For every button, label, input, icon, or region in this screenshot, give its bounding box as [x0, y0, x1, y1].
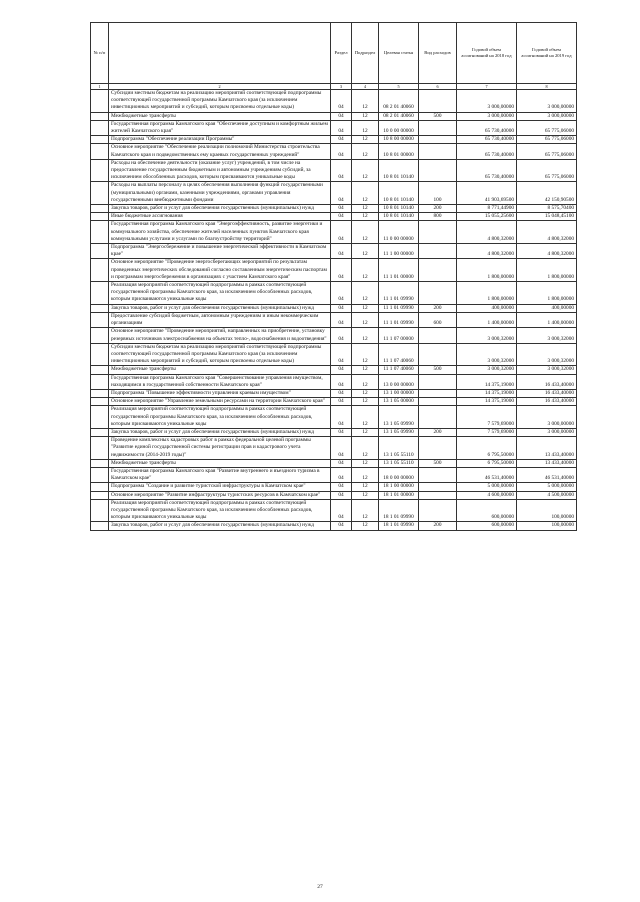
row-subsection: 12 [352, 374, 379, 389]
row-subsection: 12 [352, 221, 379, 244]
row-name: Субсидии местным бюджетам на реализацию мероприятий соответствующей подпрограммы соответствующей государственной программы Камчатского края (за исключением инвестиционных мероприятий и субсидий, которым присвоены отдельные коды) [109, 343, 331, 366]
page-number: 27 [317, 884, 323, 890]
row-number [91, 159, 109, 182]
row-target: 11 1 01 09990 [379, 282, 419, 305]
row-section: 04 [331, 120, 352, 135]
row-name: Подпрограмма "Энергосбережение и повышение энергетической эффективности в Камчатском крае" [109, 244, 331, 259]
row-amount-2019: 15 048,45100 [517, 213, 577, 221]
row-subsection: 12 [352, 328, 379, 343]
row-expense-type [419, 259, 457, 282]
table-row [91, 182, 577, 205]
row-section: 04 [331, 437, 352, 460]
table-row [91, 428, 577, 436]
row-subsection: 12 [352, 312, 379, 327]
row-subsection: 12 [352, 499, 379, 522]
row-amount-2018: 65 730,40000 [457, 120, 517, 135]
row-subsection: 12 [352, 304, 379, 312]
row-target: 10 8 01 10140 [379, 182, 419, 205]
row-amount-2019: 400,00000 [517, 304, 577, 312]
row-expense-type [419, 120, 457, 135]
row-amount-2018: 7 579,69000 [457, 428, 517, 436]
table-row [91, 499, 577, 522]
row-number [91, 282, 109, 305]
row-amount-2018: 46 531,40000 [457, 467, 517, 482]
row-name: Межбюджетные трансферты [109, 112, 331, 120]
row-number [91, 221, 109, 244]
table-row [91, 343, 577, 366]
row-amount-2018: 41 903,69500 [457, 182, 517, 205]
row-subsection: 12 [352, 136, 379, 144]
row-amount-2018: 6 795,50000 [457, 459, 517, 467]
row-subsection: 12 [352, 366, 379, 374]
row-target: 10 8 01 00000 [379, 144, 419, 159]
row-subsection: 12 [352, 522, 379, 530]
table-row [91, 244, 577, 259]
row-expense-type [419, 144, 457, 159]
row-amount-2019: 16 433,40000 [517, 374, 577, 389]
row-number [91, 406, 109, 429]
row-target: 13 1 05 00000 [379, 398, 419, 406]
row-name: Основное мероприятие "Развитие инфраструктуры туристских ресурсов в Камчатском крае" [109, 491, 331, 499]
row-name: Реализация мероприятий соответствующей подпрограммы в рамках соответствующей государственной программы Камчатского края, за исключением обособленных расходов, которым присваиваются уникальные коды [109, 499, 331, 522]
row-section: 04 [331, 312, 352, 327]
row-amount-2019: 3 000,32000 [517, 366, 577, 374]
table-row [91, 159, 577, 182]
table-row [91, 144, 577, 159]
row-amount-2018: 1 800,00000 [457, 282, 517, 305]
row-number [91, 259, 109, 282]
row-subsection: 12 [352, 406, 379, 429]
row-section: 04 [331, 244, 352, 259]
table-row [91, 90, 577, 113]
row-amount-2018: 6 795,50000 [457, 437, 517, 460]
header-target: Целевая статья [379, 23, 419, 84]
table-row [91, 459, 577, 467]
row-amount-2018: 600,00000 [457, 522, 517, 530]
row-number [91, 499, 109, 522]
row-name: Государственная программа Камчатского края "Обеспечение доступным и комфортным жильем жителей Камчатского края" [109, 120, 331, 135]
table-row [91, 136, 577, 144]
column-number: 5 [379, 84, 419, 90]
row-expense-type: 500 [419, 459, 457, 467]
row-subsection: 12 [352, 182, 379, 205]
row-amount-2018: 1 400,00000 [457, 312, 517, 327]
row-expense-type [419, 159, 457, 182]
row-amount-2018: 600,00000 [457, 499, 517, 522]
row-expense-type [419, 389, 457, 397]
row-target: 08 2 01 40060 [379, 90, 419, 113]
row-number [91, 374, 109, 389]
row-expense-type [419, 90, 457, 113]
row-name: Проведение комплексных кадастровых работ в рамках федеральной целевой программы "Развитие единой государственной системы регистрации прав и кадастрового учета недвижимости (2014-2019 годы)" [109, 437, 331, 460]
header-name [109, 23, 331, 84]
row-subsection: 12 [352, 144, 379, 159]
row-target: 11 0 00 00000 [379, 221, 419, 244]
column-number: 3 [331, 84, 352, 90]
row-amount-2019: 16 433,40000 [517, 389, 577, 397]
row-subsection: 12 [352, 428, 379, 436]
header-row [91, 23, 577, 84]
row-name: Подпрограмма "Создание и развитие туристской инфраструктуры в Камчатском крае" [109, 483, 331, 491]
row-amount-2019: 3 000,00000 [517, 112, 577, 120]
row-number [91, 328, 109, 343]
table-row [91, 259, 577, 282]
row-section: 04 [331, 467, 352, 482]
row-amount-2018: 15 055,25600 [457, 213, 517, 221]
row-name: Реализация мероприятий соответствующей подпрограммы в рамках соответствующей государственной программы Камчатского края, за исключением обособленных расходов, которым присваиваются уникальные коды [109, 282, 331, 305]
row-section: 04 [331, 304, 352, 312]
row-name: Расходы на обеспечение деятельности (оказание услуг) учреждений, в том числе на предоставление государственным бюджетным и автономным учреждениям субсидий, за исключением обособленных расходов, которым присваиваются уникальные коды [109, 159, 331, 182]
row-amount-2019: 65 775,06000 [517, 120, 577, 135]
table-row [91, 522, 577, 530]
table-body [91, 90, 577, 531]
row-number [91, 120, 109, 135]
row-subsection: 12 [352, 259, 379, 282]
row-subsection: 12 [352, 467, 379, 482]
row-name: Межбюджетные трансферты [109, 459, 331, 467]
row-section: 04 [331, 221, 352, 244]
row-subsection: 12 [352, 244, 379, 259]
row-expense-type: 200 [419, 522, 457, 530]
row-amount-2018: 3 000,32000 [457, 343, 517, 366]
row-expense-type [419, 328, 457, 343]
row-expense-type [419, 491, 457, 499]
row-amount-2018: 3 000,32000 [457, 366, 517, 374]
row-section: 04 [331, 112, 352, 120]
row-target: 18 1 00 00000 [379, 483, 419, 491]
table-row [91, 221, 577, 244]
row-amount-2018: 14 375,19000 [457, 374, 517, 389]
row-number [91, 459, 109, 467]
row-section: 04 [331, 491, 352, 499]
header-section: Раздел [331, 23, 352, 84]
table-row [91, 366, 577, 374]
row-amount-2019: 13 433,40000 [517, 459, 577, 467]
row-section: 04 [331, 483, 352, 491]
row-amount-2018: 4 800,32000 [457, 221, 517, 244]
row-number [91, 136, 109, 144]
row-expense-type [419, 343, 457, 366]
row-number [91, 144, 109, 159]
row-target: 10 8 01 10140 [379, 213, 419, 221]
row-number [91, 483, 109, 491]
row-name: Предоставление субсидий бюджетным, автономным учреждениям и иным некоммерческим организациям [109, 312, 331, 327]
row-subsection: 12 [352, 437, 379, 460]
row-section: 04 [331, 366, 352, 374]
row-amount-2018: 65 730,40000 [457, 159, 517, 182]
row-number [91, 182, 109, 205]
row-amount-2018: 7 579,69000 [457, 406, 517, 429]
row-name: Реализация мероприятий соответствующей подпрограммы в рамках соответствующей государственной программы Камчатского края, за исключением обособленных расходов, которым присваиваются уникальные коды [109, 406, 331, 429]
row-number [91, 90, 109, 113]
table-row [91, 374, 577, 389]
row-subsection: 12 [352, 483, 379, 491]
budget-table [90, 22, 577, 531]
row-section: 04 [331, 428, 352, 436]
row-amount-2019: 100,00000 [517, 522, 577, 530]
row-target: 10 0 00 00000 [379, 120, 419, 135]
row-target: 13 1 05 09990 [379, 428, 419, 436]
row-expense-type [419, 136, 457, 144]
row-amount-2019: 65 775,06000 [517, 144, 577, 159]
row-expense-type: 800 [419, 213, 457, 221]
row-target: 11 1 07 00000 [379, 328, 419, 343]
row-amount-2018: 4 800,32000 [457, 244, 517, 259]
row-amount-2019: 3 000,00000 [517, 90, 577, 113]
row-number [91, 398, 109, 406]
row-name: Закупка товаров, работ и услуг для обеспечения государственных (муниципальных) нужд [109, 428, 331, 436]
row-expense-type: 600 [419, 312, 457, 327]
row-name: Закупка товаров, работ и услуг для обеспечения государственных (муниципальных) нужд [109, 304, 331, 312]
row-subsection: 12 [352, 282, 379, 305]
row-target: 13 0 00 00000 [379, 374, 419, 389]
row-amount-2019: 4 800,32000 [517, 244, 577, 259]
table-row [91, 491, 577, 499]
row-section: 04 [331, 499, 352, 522]
row-expense-type: 500 [419, 366, 457, 374]
row-expense-type [419, 406, 457, 429]
document-page [90, 22, 576, 531]
row-target: 11 1 07 40060 [379, 366, 419, 374]
row-name: Государственная программа Камчатского края "Совершенствование управления имуществом, находящимся в государственной собственности Камчатского края" [109, 374, 331, 389]
row-amount-2018: 3 000,00000 [457, 112, 517, 120]
row-number [91, 366, 109, 374]
column-number: 1 [91, 84, 109, 90]
row-section: 04 [331, 522, 352, 530]
table-row [91, 282, 577, 305]
row-target: 13 1 05 09990 [379, 406, 419, 429]
row-subsection: 12 [352, 90, 379, 113]
row-section: 04 [331, 136, 352, 144]
row-section: 04 [331, 182, 352, 205]
row-amount-2019: 1 800,00000 [517, 259, 577, 282]
row-section: 04 [331, 90, 352, 113]
row-subsection: 12 [352, 459, 379, 467]
row-name: Подпрограмма "Обеспечение реализации Программы" [109, 136, 331, 144]
column-number: 4 [352, 84, 379, 90]
column-number: 8 [517, 84, 577, 90]
row-section: 04 [331, 406, 352, 429]
row-target: 13 1 05 55110 [379, 459, 419, 467]
row-amount-2018: 5 000,00000 [457, 483, 517, 491]
row-name: Основное мероприятие "Проведение мероприятий, направленных на приобретение, установку резервных источников электроснабжения на объектах тепло-, водоснабжения и водоотведения" [109, 328, 331, 343]
row-section: 04 [331, 259, 352, 282]
row-target: 13 1 05 55110 [379, 437, 419, 460]
row-number [91, 467, 109, 482]
column-number: 7 [457, 84, 517, 90]
row-name: Субсидии местным бюджетам на реализацию мероприятий соответствующей подпрограммы соответствующей государственной программы Камчатского края (за исключением инвестиционных мероприятий и субсидий, которым присвоены отдельные коды) [109, 90, 331, 113]
row-amount-2019: 100,00000 [517, 499, 577, 522]
row-expense-type [419, 282, 457, 305]
row-target: 18 1 01 09990 [379, 499, 419, 522]
row-section: 04 [331, 205, 352, 213]
row-name: Государственная программа Камчатского края "Энергоэффективность, развитие энергетики и коммунального хозяйства, обеспечение жителей населенных пунктов Камчатского края коммунальными услугами и услугами по благоустройству территорий" [109, 221, 331, 244]
row-name: Подпрограмма "Повышение эффективности управления краевым имуществом" [109, 389, 331, 397]
row-number [91, 304, 109, 312]
row-subsection: 12 [352, 120, 379, 135]
row-amount-2018: 400,00000 [457, 304, 517, 312]
table-row [91, 312, 577, 327]
row-subsection: 12 [352, 398, 379, 406]
row-section: 04 [331, 144, 352, 159]
row-subsection: 12 [352, 213, 379, 221]
row-amount-2019: 13 433,40000 [517, 437, 577, 460]
row-target: 11 1 01 00000 [379, 259, 419, 282]
row-number [91, 389, 109, 397]
row-amount-2019: 1 800,00000 [517, 282, 577, 305]
table-row [91, 304, 577, 312]
row-name: Межбюджетные трансферты [109, 366, 331, 374]
row-amount-2018: 14 375,19000 [457, 389, 517, 397]
row-number [91, 205, 109, 213]
column-number: 2 [109, 84, 331, 90]
row-section: 04 [331, 374, 352, 389]
row-number [91, 112, 109, 120]
table-row [91, 406, 577, 429]
row-amount-2019: 8 575,70400 [517, 205, 577, 213]
row-amount-2018: 65 730,40000 [457, 136, 517, 144]
row-number [91, 312, 109, 327]
row-expense-type [419, 398, 457, 406]
row-name: Государственная программа Камчатского края "Развитие внутреннего и въездного туризма в Камчатском крае" [109, 467, 331, 482]
row-target: 11 1 07 40060 [379, 343, 419, 366]
header-2019: Годовой объем ассигнований на 2019 год [517, 23, 577, 84]
row-name: Основное мероприятие "Обеспечение реализации полномочий Министерства строительства Камчатского края и подведомственных ему краевых государственных учреждений" [109, 144, 331, 159]
row-subsection: 12 [352, 205, 379, 213]
header-2018: Годовой объем ассигнований на 2018 год [457, 23, 517, 84]
table-row [91, 328, 577, 343]
row-target: 11 1 01 09990 [379, 312, 419, 327]
row-expense-type [419, 374, 457, 389]
row-target: 10 8 01 10140 [379, 159, 419, 182]
row-expense-type: 200 [419, 304, 457, 312]
table-row [91, 213, 577, 221]
row-target: 10 8 00 00000 [379, 136, 419, 144]
row-target: 18 0 00 00000 [379, 467, 419, 482]
row-amount-2019: 4 500,00000 [517, 491, 577, 499]
row-name: Расходы на выплаты персоналу в целях обеспечения выполнения функций государственными (муниципальными) органами, казенными учреждениями, органами управления государственными внебюджетными фондами [109, 182, 331, 205]
row-expense-type [419, 244, 457, 259]
row-section: 04 [331, 398, 352, 406]
row-section: 04 [331, 282, 352, 305]
row-name: Основное мероприятие "Управление земельными ресурсами на территории Камчатского края" [109, 398, 331, 406]
row-number [91, 343, 109, 366]
row-expense-type [419, 221, 457, 244]
row-expense-type: 500 [419, 112, 457, 120]
row-amount-2018: 4 600,00000 [457, 491, 517, 499]
row-amount-2019: 5 000,00000 [517, 483, 577, 491]
row-name: Иные бюджетные ассигнования [109, 213, 331, 221]
row-expense-type: 200 [419, 205, 457, 213]
row-target: 11 1 00 00000 [379, 244, 419, 259]
table-row [91, 112, 577, 120]
table-row [91, 205, 577, 213]
row-expense-type [419, 499, 457, 522]
header-subsection: Подраздел [352, 23, 379, 84]
row-amount-2019: 3 000,32000 [517, 343, 577, 366]
row-amount-2019: 65 775,06000 [517, 136, 577, 144]
row-name: Закупка товаров, работ и услуг для обеспечения государственных (муниципальных) нужд [109, 522, 331, 530]
row-amount-2019: 3 000,32000 [517, 328, 577, 343]
row-amount-2019: 3 000,00000 [517, 406, 577, 429]
row-subsection: 12 [352, 343, 379, 366]
row-amount-2019: 46 531,40000 [517, 467, 577, 482]
row-target: 08 2 01 40060 [379, 112, 419, 120]
row-section: 04 [331, 343, 352, 366]
row-section: 04 [331, 159, 352, 182]
row-section: 04 [331, 389, 352, 397]
table-row [91, 483, 577, 491]
table-row [91, 389, 577, 397]
column-number: 6 [419, 84, 457, 90]
table-row [91, 120, 577, 135]
row-number [91, 437, 109, 460]
row-expense-type [419, 483, 457, 491]
row-amount-2019: 16 433,40000 [517, 398, 577, 406]
row-number [91, 213, 109, 221]
row-name: Закупка товаров, работ и услуг для обеспечения государственных (муниципальных) нужд [109, 205, 331, 213]
row-section: 04 [331, 459, 352, 467]
row-subsection: 12 [352, 491, 379, 499]
row-amount-2019: 4 800,32000 [517, 221, 577, 244]
header-expense-type: Вид расходов [419, 23, 457, 84]
row-section: 04 [331, 328, 352, 343]
row-amount-2018: 3 000,00000 [457, 90, 517, 113]
table-row [91, 437, 577, 460]
table-row [91, 398, 577, 406]
row-number [91, 428, 109, 436]
row-amount-2019: 42 150,90500 [517, 182, 577, 205]
row-expense-type [419, 467, 457, 482]
row-amount-2018: 14 375,19000 [457, 398, 517, 406]
row-target: 18 1 01 00000 [379, 491, 419, 499]
row-number [91, 244, 109, 259]
row-target: 13 1 00 00000 [379, 389, 419, 397]
row-amount-2019: 65 775,06000 [517, 159, 577, 182]
row-expense-type [419, 437, 457, 460]
row-amount-2018: 65 730,40000 [457, 144, 517, 159]
row-amount-2019: 1 400,00000 [517, 312, 577, 327]
row-subsection: 12 [352, 159, 379, 182]
row-amount-2018: 3 000,32000 [457, 328, 517, 343]
row-target: 10 8 01 10140 [379, 205, 419, 213]
row-section: 04 [331, 213, 352, 221]
row-subsection: 12 [352, 389, 379, 397]
row-name: Основное мероприятие "Проведение энергосберегающих мероприятий по результатам проведенных энергетических обследований согласно составленным энергетическим паспортам и программам энергосбережения в организациях с участием Камчатского края" [109, 259, 331, 282]
row-expense-type: 200 [419, 428, 457, 436]
row-target: 11 1 01 09990 [379, 304, 419, 312]
row-amount-2018: 1 800,00000 [457, 259, 517, 282]
row-subsection: 12 [352, 112, 379, 120]
header-num: № п/п [91, 23, 109, 84]
row-amount-2019: 3 000,00000 [517, 428, 577, 436]
table-row [91, 467, 577, 482]
row-expense-type: 100 [419, 182, 457, 205]
row-number [91, 491, 109, 499]
row-target: 18 1 01 09990 [379, 522, 419, 530]
row-number [91, 522, 109, 530]
row-amount-2018: 8 771,44900 [457, 205, 517, 213]
